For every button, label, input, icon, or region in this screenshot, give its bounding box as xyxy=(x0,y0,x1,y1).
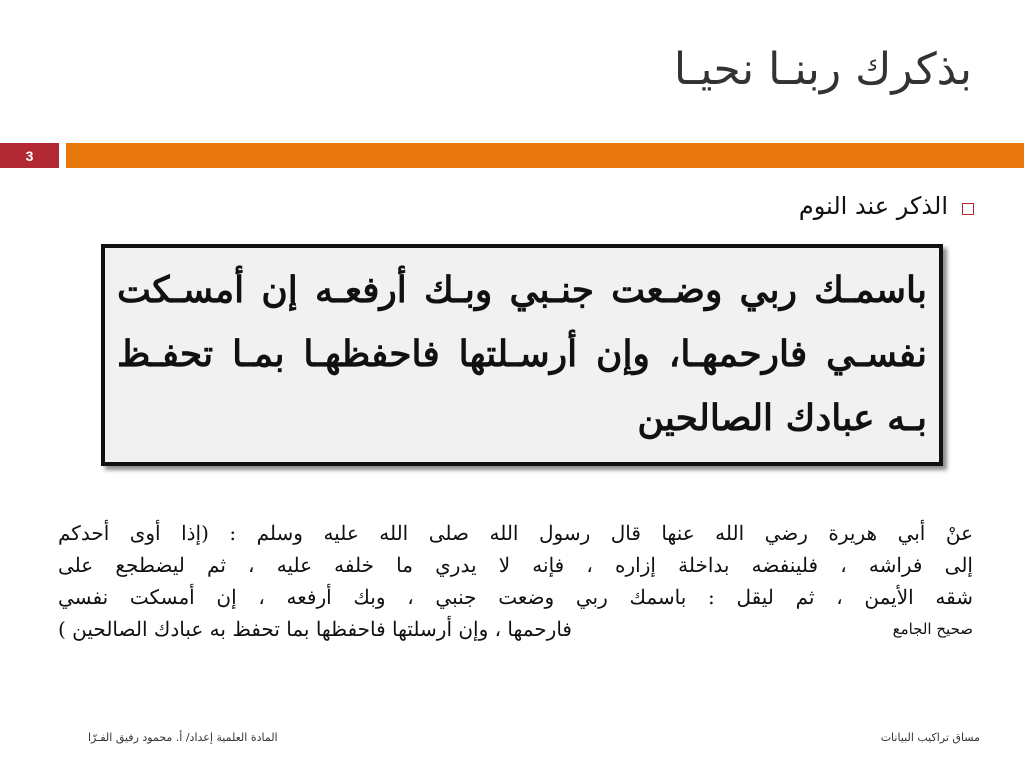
hadith-paragraph xyxy=(58,517,973,645)
hadith-line-4: فارحمها ، وإن أرسلتها فاحفظها بما تحفظ به عبادك الصالحين ) xyxy=(58,617,572,641)
footer-course: مساق تراكيب البيانات xyxy=(880,731,980,744)
square-bullet-icon xyxy=(962,203,974,215)
slide-title: بذكرك ربنـا نحيـا xyxy=(673,44,972,95)
dua-text: باسمـك ربي وضـعت جنـبي وبـك أرفعـه إن أمسـكت نفسـي فارحمهـا، وإن أرسـلتها فاحفظهـا بمـا تحفـظ بـه عبادك الصالحين xyxy=(117,269,927,439)
bullet-text: الذكر عند النوم xyxy=(798,192,948,220)
header-divider-bar xyxy=(66,143,1024,168)
slide-number: 3 xyxy=(0,143,59,168)
hadith-line-3: شقه الأيمن ، ثم ليقل : باسمك ربي وضعت جنبي ، وبك أرفعه ، إن أمسكت نفسي xyxy=(58,585,973,609)
footer-author: المادة العلمية إعداد/ أ. محمود رفيق الفـرّا xyxy=(88,731,278,744)
hadith-line-2: إلى فراشه ، فلينفضه بداخلة إزاره ، فإنه لا يدري ما خلفه عليه ، ثم ليضطجع على xyxy=(58,553,973,577)
hadith-line-1: عنْ أبي هريرة رضي الله عنها قال رسول الله صلى الله عليه وسلم : (إذا أوى أحدكم xyxy=(58,521,973,545)
dua-box xyxy=(101,244,943,466)
hadith-source: صحيح الجامع xyxy=(892,620,973,638)
bullet-item xyxy=(799,192,974,220)
hadith-last-row xyxy=(58,613,973,645)
